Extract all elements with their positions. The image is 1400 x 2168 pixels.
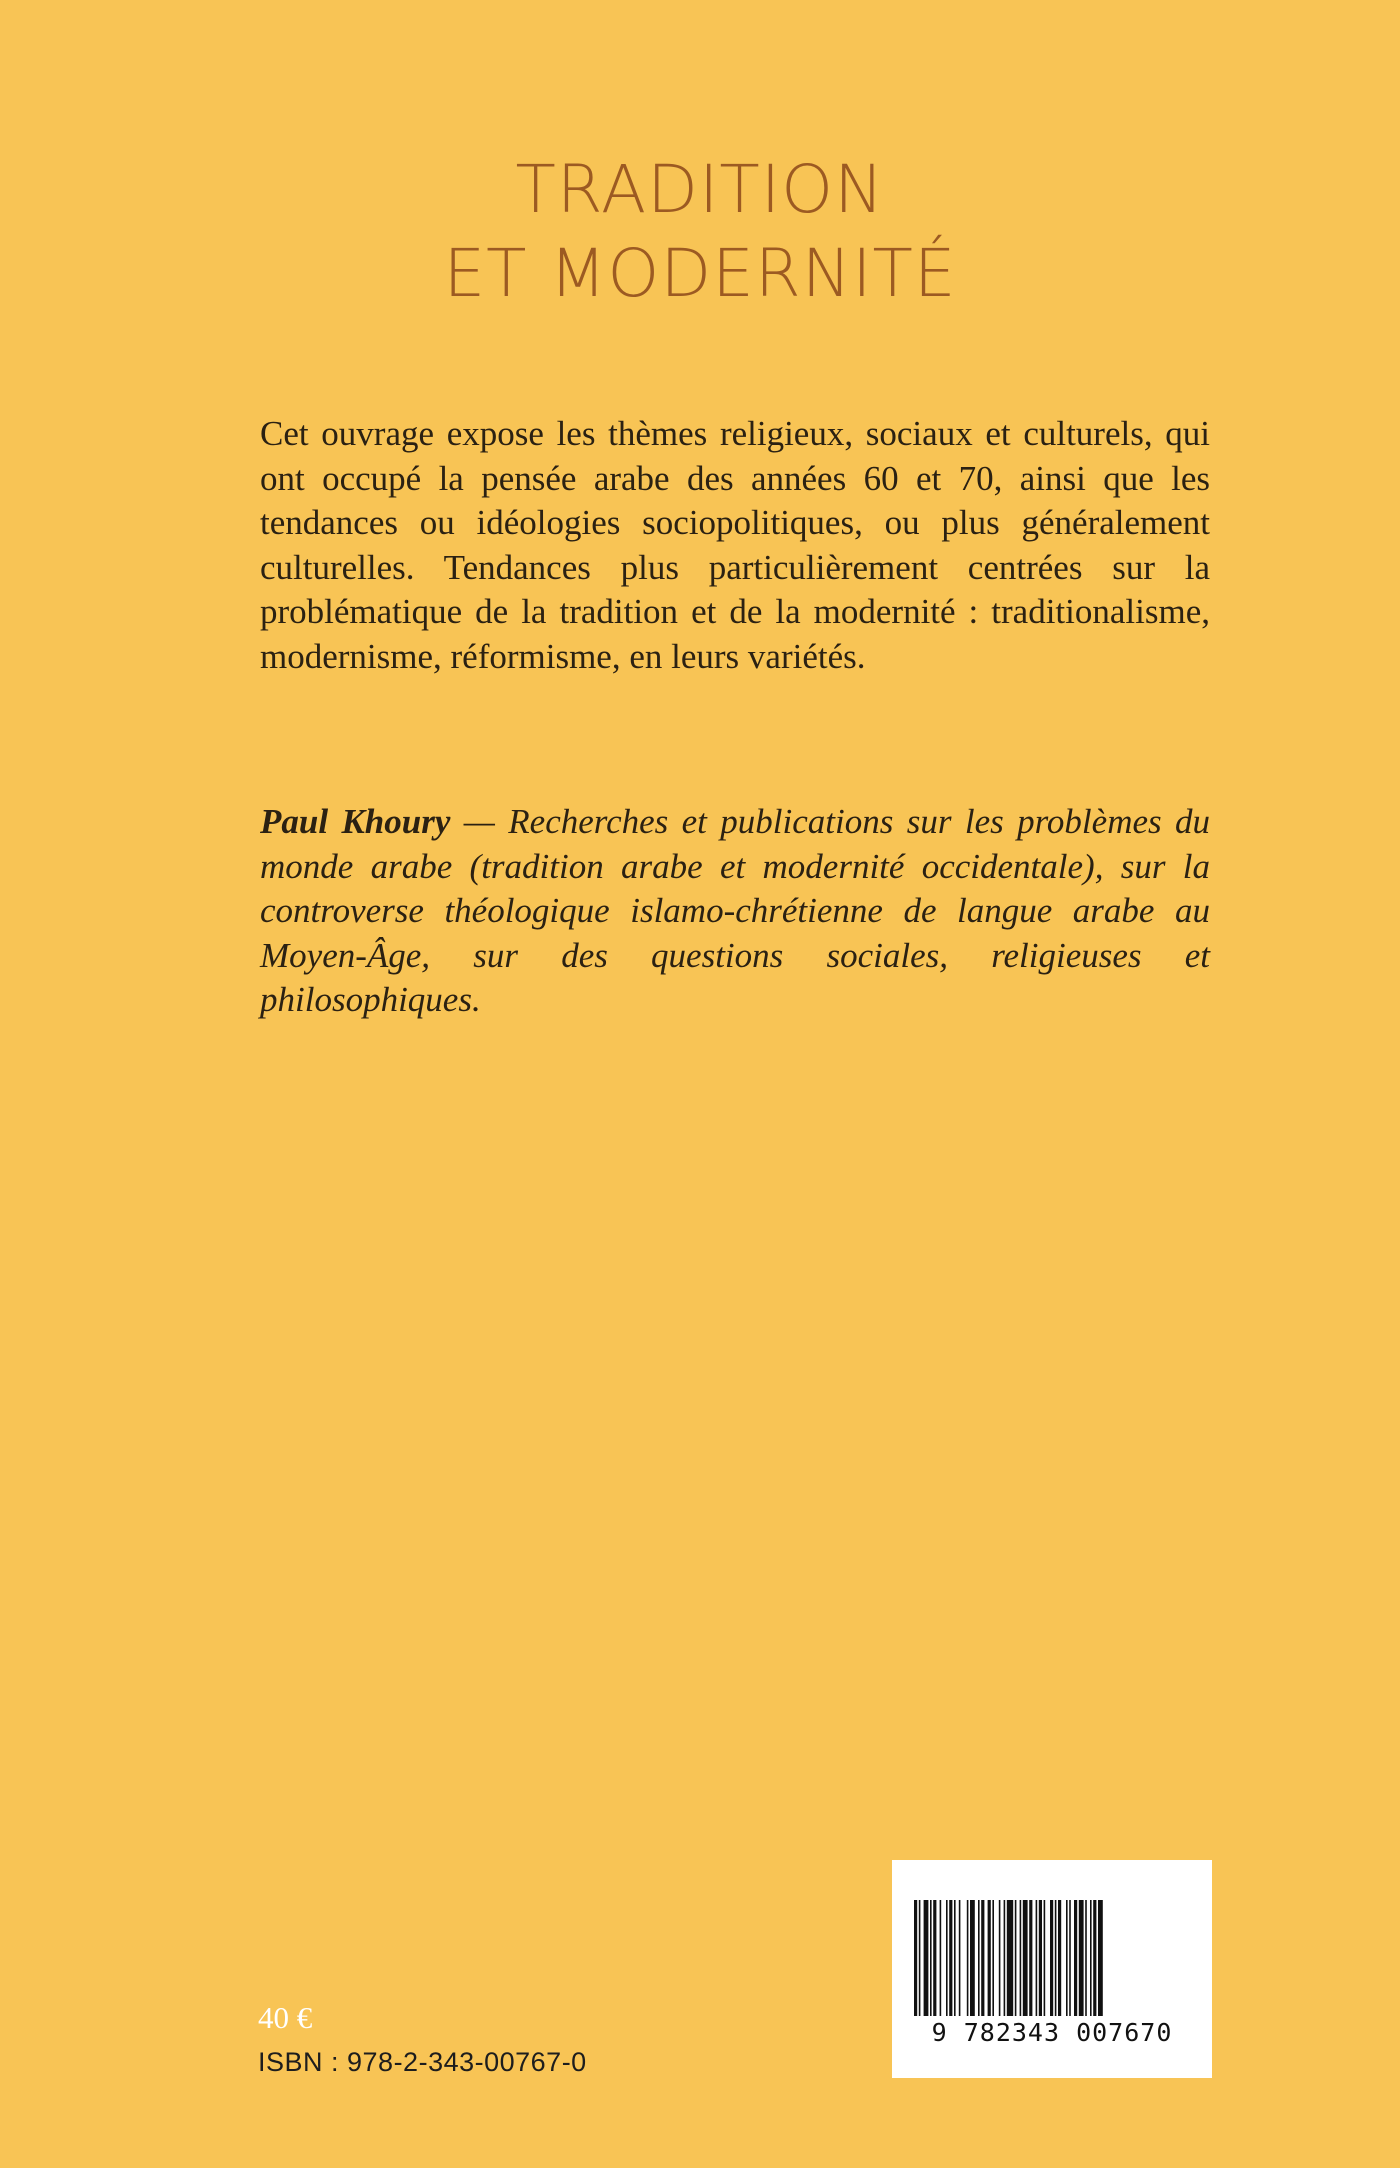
author-bio-text: — Recherches et publications sur les problèmes du monde arabe (tradition arabe et modernité occidentale), sur la controverse théologique islamo-chrétienne de langue arabe au Moyen-Âge, sur des questions sociales, religieuses et philosophiques. [260,802,1211,1019]
author-name: Paul Khoury [260,802,451,841]
barcode-digits: 9 782343 007670 [931,2018,1173,2047]
book-summary: Cet ouvrage expose les thèmes religieux, sociaux et culturels, qui ont occupé la pensée arabe des années 60 et 70, ainsi que les tendances ou idéologies sociopolitiques, ou plus généralement culturelles. Tendances plus particulièrement centrées sur la problématique de la tradition et de la modernité : traditionalisme, modernisme, réformisme, en leurs variétés. [260,414,1210,676]
author-bio [260,800,1210,1023]
title-line-1: TRADITION [515,151,885,228]
barcode-icon [914,1900,1190,2016]
title-line-2: ET MODERNITÉ [443,235,957,312]
book-title [0,148,1400,316]
barcode-box [892,1860,1212,2078]
price: 40 € [258,2000,313,2035]
isbn: ISBN : 978-2-343-00767-0 [258,2047,587,2077]
